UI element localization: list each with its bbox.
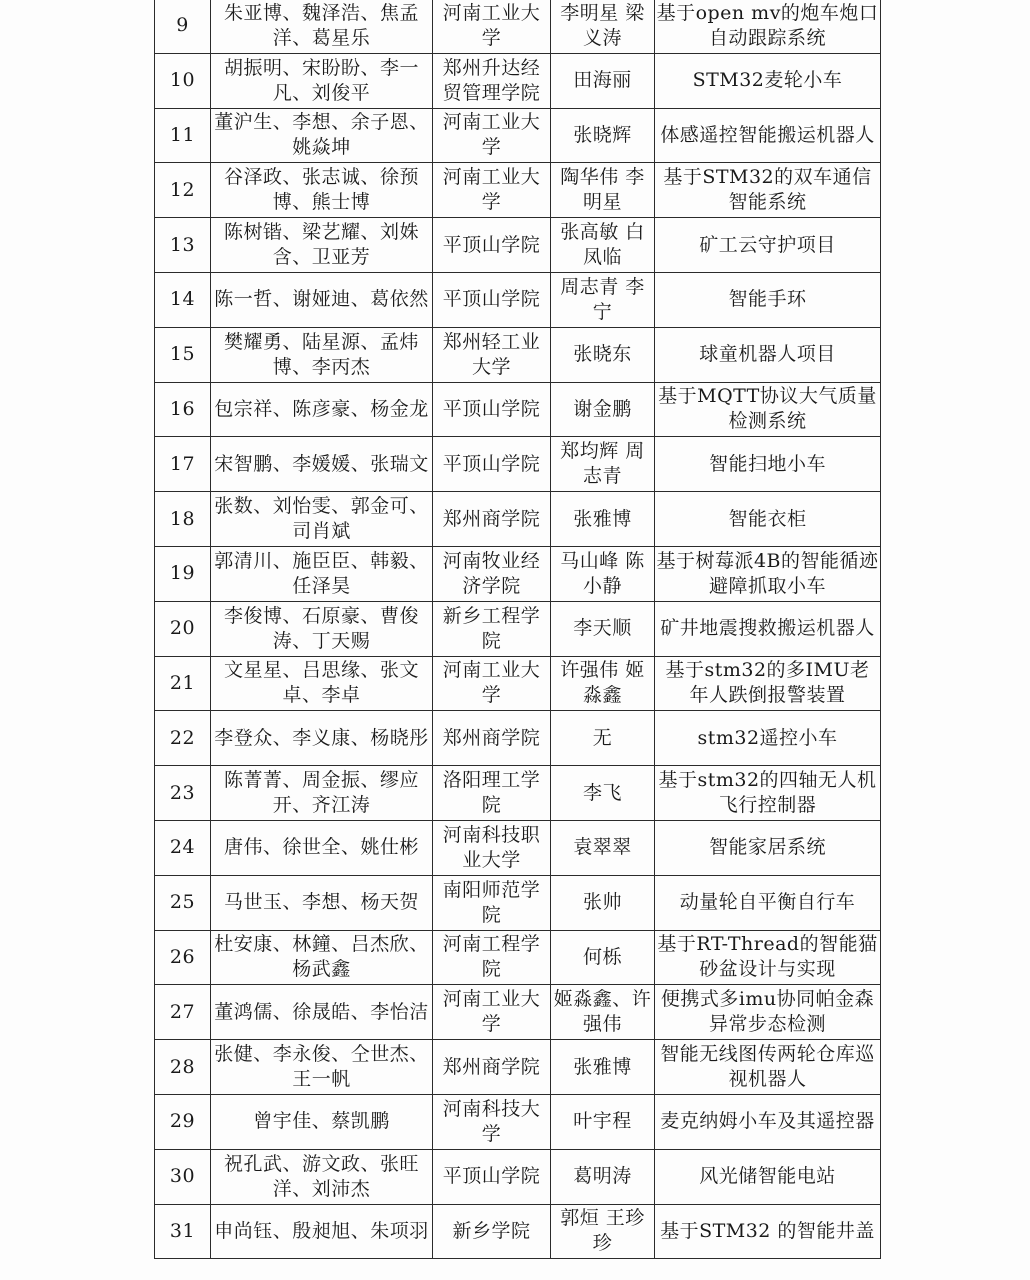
advisor-cell: 陶华伟 李明星 bbox=[551, 163, 655, 218]
members-cell: 陈菁菁、周金振、缪应开、齐江涛 bbox=[211, 766, 433, 821]
row-number-cell: 17 bbox=[155, 437, 211, 492]
school-cell: 平顶山学院 bbox=[433, 1149, 551, 1204]
advisor-cell: 何栎 bbox=[551, 930, 655, 985]
project-cell: 智能衣柜 bbox=[655, 492, 881, 547]
members-cell: 陈一哲、谢娅迪、葛依然 bbox=[211, 272, 433, 327]
advisor-cell: 周志青 李宁 bbox=[551, 272, 655, 327]
row-number-cell: 23 bbox=[155, 766, 211, 821]
advisor-cell: 无 bbox=[551, 711, 655, 766]
project-cell: 基于RT-Thread的智能猫砂盆设计与实现 bbox=[655, 930, 881, 985]
members-cell: 董鸿儒、徐晟皓、李怡洁 bbox=[211, 985, 433, 1040]
team-roster-table bbox=[154, 0, 881, 1259]
school-cell: 河南科技职业大学 bbox=[433, 820, 551, 875]
row-number-cell: 15 bbox=[155, 327, 211, 382]
school-cell: 河南工业大学 bbox=[433, 656, 551, 711]
table-row bbox=[155, 656, 881, 711]
row-number-cell: 24 bbox=[155, 820, 211, 875]
advisor-cell: 张雅博 bbox=[551, 492, 655, 547]
advisor-cell: 叶宇程 bbox=[551, 1094, 655, 1149]
advisor-cell: 谢金鹏 bbox=[551, 382, 655, 437]
row-number-cell: 16 bbox=[155, 382, 211, 437]
school-cell: 郑州商学院 bbox=[433, 492, 551, 547]
members-cell: 郭清川、施臣臣、韩毅、任泽昊 bbox=[211, 546, 433, 601]
advisor-cell: 张晓东 bbox=[551, 327, 655, 382]
project-cell: 动量轮自平衡自行车 bbox=[655, 875, 881, 930]
members-cell: 李登众、李义康、杨晓彤 bbox=[211, 711, 433, 766]
advisor-cell: 张高敏 白凤临 bbox=[551, 218, 655, 273]
table-row bbox=[155, 492, 881, 547]
advisor-cell: 许强伟 姬淼鑫 bbox=[551, 656, 655, 711]
project-cell: 体感遥控智能搬运机器人 bbox=[655, 108, 881, 163]
row-number-cell: 20 bbox=[155, 601, 211, 656]
table-row bbox=[155, 327, 881, 382]
project-cell: 基于STM32的双车通信智能系统 bbox=[655, 163, 881, 218]
table-row bbox=[155, 930, 881, 985]
table-row bbox=[155, 53, 881, 108]
table-row bbox=[155, 163, 881, 218]
members-cell: 曾宇佳、蔡凯鹏 bbox=[211, 1094, 433, 1149]
school-cell: 河南牧业经济学院 bbox=[433, 546, 551, 601]
school-cell: 郑州轻工业大学 bbox=[433, 327, 551, 382]
table-row bbox=[155, 875, 881, 930]
members-cell: 陈树锴、梁艺耀、刘姝含、卫亚芳 bbox=[211, 218, 433, 273]
advisor-cell: 田海丽 bbox=[551, 53, 655, 108]
table-row bbox=[155, 1094, 881, 1149]
table-row bbox=[155, 382, 881, 437]
project-cell: 智能手环 bbox=[655, 272, 881, 327]
members-cell: 宋智鹏、李媛媛、张瑞文 bbox=[211, 437, 433, 492]
table-row bbox=[155, 1149, 881, 1204]
table-row bbox=[155, 1040, 881, 1095]
members-cell: 朱亚博、魏泽浩、焦孟洋、葛星乐 bbox=[211, 0, 433, 53]
row-number-cell: 18 bbox=[155, 492, 211, 547]
project-cell: 智能家居系统 bbox=[655, 820, 881, 875]
project-cell: 基于open mv的炮车炮口自动跟踪系统 bbox=[655, 0, 881, 53]
school-cell: 郑州商学院 bbox=[433, 1040, 551, 1095]
table-body bbox=[155, 0, 881, 1259]
school-cell: 郑州升达经贸管理学院 bbox=[433, 53, 551, 108]
advisor-cell: 李天顺 bbox=[551, 601, 655, 656]
project-cell: 矿工云守护项目 bbox=[655, 218, 881, 273]
advisor-cell: 葛明涛 bbox=[551, 1149, 655, 1204]
school-cell: 平顶山学院 bbox=[433, 382, 551, 437]
row-number-cell: 25 bbox=[155, 875, 211, 930]
advisor-cell: 李飞 bbox=[551, 766, 655, 821]
project-cell: 智能无线图传两轮仓库巡视机器人 bbox=[655, 1040, 881, 1095]
row-number-cell: 12 bbox=[155, 163, 211, 218]
school-cell: 河南工业大学 bbox=[433, 985, 551, 1040]
table-row bbox=[155, 437, 881, 492]
members-cell: 文星星、吕思缘、张文卓、李卓 bbox=[211, 656, 433, 711]
row-number-cell: 19 bbox=[155, 546, 211, 601]
members-cell: 申尚钰、殷昶旭、朱项羽 bbox=[211, 1204, 433, 1259]
row-number-cell: 27 bbox=[155, 985, 211, 1040]
advisor-cell: 姬淼鑫、许强伟 bbox=[551, 985, 655, 1040]
row-number-cell: 14 bbox=[155, 272, 211, 327]
project-cell: 便携式多imu协同帕金森异常步态检测 bbox=[655, 985, 881, 1040]
members-cell: 唐伟、徐世全、姚仕彬 bbox=[211, 820, 433, 875]
school-cell: 新乡工程学院 bbox=[433, 601, 551, 656]
school-cell: 河南工业大学 bbox=[433, 108, 551, 163]
school-cell: 河南工程学院 bbox=[433, 930, 551, 985]
school-cell: 平顶山学院 bbox=[433, 437, 551, 492]
table-row bbox=[155, 985, 881, 1040]
members-cell: 樊耀勇、陆星源、孟炜博、李丙杰 bbox=[211, 327, 433, 382]
table-row bbox=[155, 820, 881, 875]
project-cell: 基于stm32的多IMU老年人跌倒报警装置 bbox=[655, 656, 881, 711]
row-number-cell: 29 bbox=[155, 1094, 211, 1149]
members-cell: 谷泽政、张志诚、徐预博、熊士博 bbox=[211, 163, 433, 218]
row-number-cell: 22 bbox=[155, 711, 211, 766]
table-row bbox=[155, 546, 881, 601]
members-cell: 张数、刘怡雯、郭金可、司肖斌 bbox=[211, 492, 433, 547]
school-cell: 平顶山学院 bbox=[433, 218, 551, 273]
advisor-cell: 张雅博 bbox=[551, 1040, 655, 1095]
members-cell: 董沪生、李想、余子恩、姚焱坤 bbox=[211, 108, 433, 163]
school-cell: 新乡学院 bbox=[433, 1204, 551, 1259]
members-cell: 杜安康、林鐘、吕杰欣、杨武鑫 bbox=[211, 930, 433, 985]
advisor-cell: 马山峰 陈小静 bbox=[551, 546, 655, 601]
row-number-cell: 26 bbox=[155, 930, 211, 985]
row-number-cell: 21 bbox=[155, 656, 211, 711]
members-cell: 包宗祥、陈彦豪、杨金龙 bbox=[211, 382, 433, 437]
school-cell: 河南科技大学 bbox=[433, 1094, 551, 1149]
table-row bbox=[155, 218, 881, 273]
row-number-cell: 11 bbox=[155, 108, 211, 163]
school-cell: 郑州商学院 bbox=[433, 711, 551, 766]
advisor-cell: 郑均辉 周志青 bbox=[551, 437, 655, 492]
project-cell: STM32麦轮小车 bbox=[655, 53, 881, 108]
advisor-cell: 李明星 梁义涛 bbox=[551, 0, 655, 53]
school-cell: 河南工业大学 bbox=[433, 0, 551, 53]
project-cell: 基于STM32 的智能井盖 bbox=[655, 1204, 881, 1259]
school-cell: 河南工业大学 bbox=[433, 163, 551, 218]
table-row bbox=[155, 0, 881, 53]
row-number-cell: 28 bbox=[155, 1040, 211, 1095]
row-number-cell: 13 bbox=[155, 218, 211, 273]
table-row bbox=[155, 711, 881, 766]
members-cell: 张健、李永俊、仝世杰、王一帆 bbox=[211, 1040, 433, 1095]
table-row bbox=[155, 108, 881, 163]
table-row bbox=[155, 601, 881, 656]
table-row bbox=[155, 1204, 881, 1259]
project-cell: 基于MQTT协议大气质量检测系统 bbox=[655, 382, 881, 437]
row-number-cell: 30 bbox=[155, 1149, 211, 1204]
project-cell: 矿井地震搜救搬运机器人 bbox=[655, 601, 881, 656]
project-cell: 基于树莓派4B的智能循迹避障抓取小车 bbox=[655, 546, 881, 601]
school-cell: 平顶山学院 bbox=[433, 272, 551, 327]
school-cell: 洛阳理工学院 bbox=[433, 766, 551, 821]
project-cell: 麦克纳姆小车及其遥控器 bbox=[655, 1094, 881, 1149]
advisor-cell: 张帅 bbox=[551, 875, 655, 930]
row-number-cell: 9 bbox=[155, 0, 211, 53]
project-cell: 球童机器人项目 bbox=[655, 327, 881, 382]
advisor-cell: 袁翠翠 bbox=[551, 820, 655, 875]
members-cell: 胡振明、宋盼盼、李一凡、刘俊平 bbox=[211, 53, 433, 108]
row-number-cell: 31 bbox=[155, 1204, 211, 1259]
project-cell: 风光储智能电站 bbox=[655, 1149, 881, 1204]
advisor-cell: 张晓辉 bbox=[551, 108, 655, 163]
members-cell: 马世玉、李想、杨天贺 bbox=[211, 875, 433, 930]
members-cell: 李俊博、石原豪、曹俊涛、丁天赐 bbox=[211, 601, 433, 656]
project-cell: 基于stm32的四轴无人机飞行控制器 bbox=[655, 766, 881, 821]
advisor-cell: 郭烜 王珍珍 bbox=[551, 1204, 655, 1259]
members-cell: 祝孔武、游文政、张旺洋、刘沛杰 bbox=[211, 1149, 433, 1204]
table-row bbox=[155, 766, 881, 821]
table-row bbox=[155, 272, 881, 327]
school-cell: 南阳师范学院 bbox=[433, 875, 551, 930]
project-cell: 智能扫地小车 bbox=[655, 437, 881, 492]
project-cell: stm32遥控小车 bbox=[655, 711, 881, 766]
row-number-cell: 10 bbox=[155, 53, 211, 108]
